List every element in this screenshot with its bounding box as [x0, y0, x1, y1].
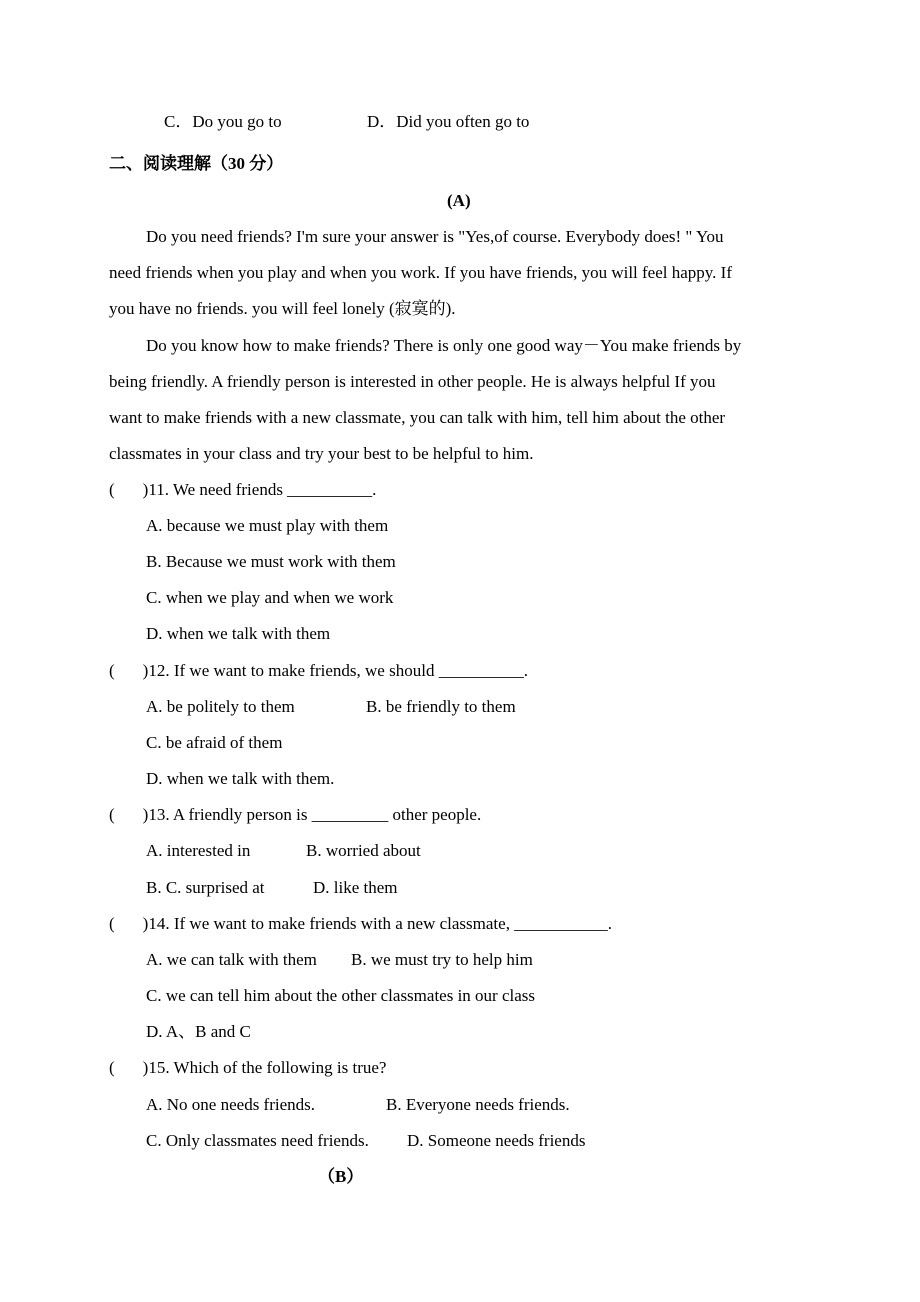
- answer-paren-close: ): [142, 480, 149, 499]
- passage-a-line: classmates in your class and try your best to be helpful to him.: [109, 444, 534, 463]
- question-option: A. interested in: [146, 841, 251, 860]
- question-option: C. be afraid of them: [146, 733, 283, 752]
- answer-paren-open: (: [109, 1058, 115, 1077]
- question-option: A. we can talk with them: [146, 950, 317, 969]
- question-stem: 14. If we want to make friends with a new classmate, ___________.: [148, 914, 612, 933]
- question-stem: 13. A friendly person is _________ other people.: [148, 805, 482, 824]
- question-option: B. Everyone needs friends.: [386, 1095, 570, 1114]
- passage-a-label: (A): [447, 191, 471, 210]
- answer-paren-open: (: [109, 805, 115, 824]
- passage-a-line: you have no friends. you will feel lonely (寂寞的).: [109, 299, 456, 318]
- question-15: [109, 1057, 386, 1079]
- question-13: [109, 804, 481, 826]
- answer-paren-close: ): [142, 914, 149, 933]
- answer-paren-open: (: [109, 914, 115, 933]
- question-option: A. No one needs friends.: [146, 1095, 316, 1114]
- answer-paren-open: (: [109, 480, 115, 499]
- question-stem: 11. We need friends __________.: [148, 480, 377, 499]
- passage-a-line: being friendly. A friendly person is interested in other people. He is always helpful If you: [109, 372, 716, 391]
- question-14: [109, 913, 612, 935]
- question-12: [109, 660, 528, 682]
- question-option: D. when we talk with them: [146, 624, 331, 643]
- answer-paren-close: ): [142, 805, 149, 824]
- question-option: D. Someone needs friends: [407, 1131, 586, 1150]
- passage-a-line: need friends when you play and when you work. If you have friends, you will feel happy. If: [109, 263, 732, 282]
- question-option: D. like them: [313, 878, 398, 897]
- question-option: B. worried about: [306, 841, 421, 860]
- question-option: C. when we play and when we work: [146, 588, 394, 607]
- passage-b-label: （B）: [318, 1167, 364, 1186]
- question-stem: 12. If we want to make friends, we should __________.: [148, 661, 528, 680]
- question-option: D. when we talk with them.: [146, 769, 335, 788]
- passage-a-line: want to make friends with a new classmate, you can talk with him, tell him about the other: [109, 408, 726, 427]
- question-option: C. we can tell him about the other classmates in our class: [146, 986, 536, 1005]
- answer-paren-close: ): [142, 1058, 149, 1077]
- question-option: B. be friendly to them: [366, 697, 516, 716]
- section-title: 二、阅读理解（30 分）: [109, 154, 284, 173]
- answer-paren-open: (: [109, 661, 115, 680]
- option-c-line: C．Do you go to: [164, 112, 282, 131]
- passage-a-line: Do you know how to make friends? There is only one good way－You make friends by: [146, 336, 742, 355]
- answer-paren-close: ): [142, 661, 149, 680]
- question-option: B. we must try to help him: [351, 950, 533, 969]
- question-option: C. Only classmates need friends.: [146, 1131, 369, 1150]
- question-stem: 15. Which of the following is true?: [148, 1058, 387, 1077]
- question-option: A. be politely to them: [146, 697, 295, 716]
- question-option: B. Because we must work with them: [146, 552, 396, 571]
- option-d-line: D．Did you often go to: [367, 112, 530, 131]
- question-option: D. A、B and C: [146, 1022, 251, 1041]
- question-11: [109, 479, 376, 501]
- question-option: A. because we must play with them: [146, 516, 389, 535]
- question-option: B. C. surprised at: [146, 878, 265, 897]
- passage-a-line: Do you need friends? I'm sure your answer is "Yes,of course. Everybody does! " You: [146, 227, 724, 246]
